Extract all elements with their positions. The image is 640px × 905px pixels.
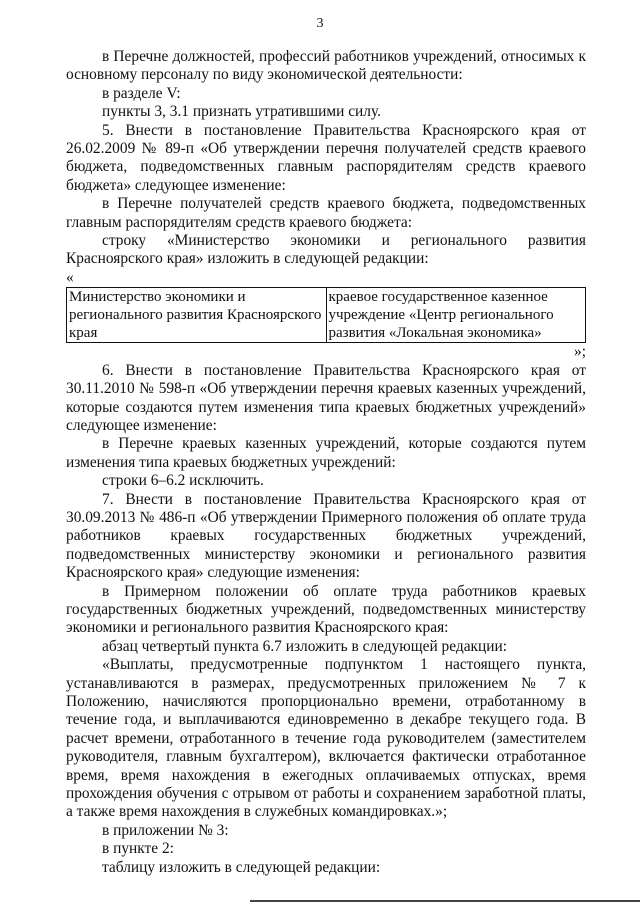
paragraph-item-6: 6. Внести в постановление Правительства Красноярского края от 30.11.2010 № 598-п «Об утверждении перечня краевых казенных учреждений, которые создаются путем изменения типа краевых бюджетных учреждений» следующее изменение: bbox=[66, 361, 586, 434]
quote-close: »; bbox=[574, 343, 586, 361]
paragraph: строки 6–6.2 исключить. bbox=[102, 472, 264, 490]
row-table bbox=[66, 287, 586, 343]
quote-open: « bbox=[66, 268, 74, 286]
paragraph: в разделе V: bbox=[102, 84, 181, 102]
paragraph: в пункте 2: bbox=[102, 840, 174, 858]
scan-edge-divider bbox=[250, 900, 640, 902]
paragraph: в приложении № 3: bbox=[102, 821, 229, 839]
paragraph-item-5: 5. Внести в постановление Правительства Красноярского края от 26.02.2009 № 89-п «Об утверждении перечня получателей средств краевого бюджета, подведомственных главным распорядителям средств краевого бюджета» следующее изменение: bbox=[66, 121, 586, 194]
document-body bbox=[66, 48, 586, 877]
table-cell-left: Министерство экономики и регионального развития Красноярского края bbox=[67, 288, 327, 343]
page-number: 3 bbox=[316, 16, 324, 31]
paragraph: абзац четвертый пункта 6.7 изложить в следующей редакции: bbox=[102, 637, 507, 655]
paragraph: строку «Министерство экономики и регионального развития Красноярского края» изложить в следующей редакции: bbox=[66, 232, 586, 268]
table-row bbox=[67, 288, 586, 343]
paragraph: таблицу изложить в следующей редакции: bbox=[102, 858, 381, 876]
paragraph-item-7: 7. Внести в постановление Правительства Красноярского края от 30.09.2013 № 486-п «Об утверждении Примерного положения об оплате труда работников краевых государственных бюджетных учреждений, подведомственных министерству экономики и регионального развития Красноярского края» следующие изменения: bbox=[66, 490, 586, 582]
paragraph: в Примерном положении об оплате труда работников краевых государственных бюджетных учреждений, подведомственных министерству экономики и регионального развития Красноярского края: bbox=[66, 582, 586, 637]
paragraph: пункты 3, 3.1 признать утратившими силу. bbox=[102, 103, 381, 121]
paragraph: в Перечне должностей, профессий работников учреждений, относимых к основному персоналу по виду экономической деятельности: bbox=[66, 48, 586, 84]
quoted-paragraph: «Выплаты, предусмотренные подпунктом 1 настоящего пункта, устанавливаются в размерах, предусмотренных приложением № 7 к Положению, начисляются пропорционально времени, отработанному в течение года, и выплачиваются единовременно в декабре текущего года. В расчет времени, отработанного в течение года руководителем (заместителем руководителя, главным бухгалтером), включается фактически отработанное время, время нахождения в ежегодных оплачиваемых отпусках, время прохождения обучения с отрывом от работы и сохранением заработной платы, а также время нахождения в служебных командировках.»; bbox=[66, 656, 586, 821]
table-cell-right: краевое государственное казенное учреждение «Центр регионального развития «Локальная экономика» bbox=[326, 288, 586, 343]
paragraph: в Перечне получателей средств краевого бюджета, подведомственных главным распорядителям средств краевого бюджета: bbox=[66, 195, 586, 231]
paragraph: в Перечне краевых казенных учреждений, которые создаются путем изменения типа краевых бюджетных учреждений: bbox=[66, 435, 586, 471]
